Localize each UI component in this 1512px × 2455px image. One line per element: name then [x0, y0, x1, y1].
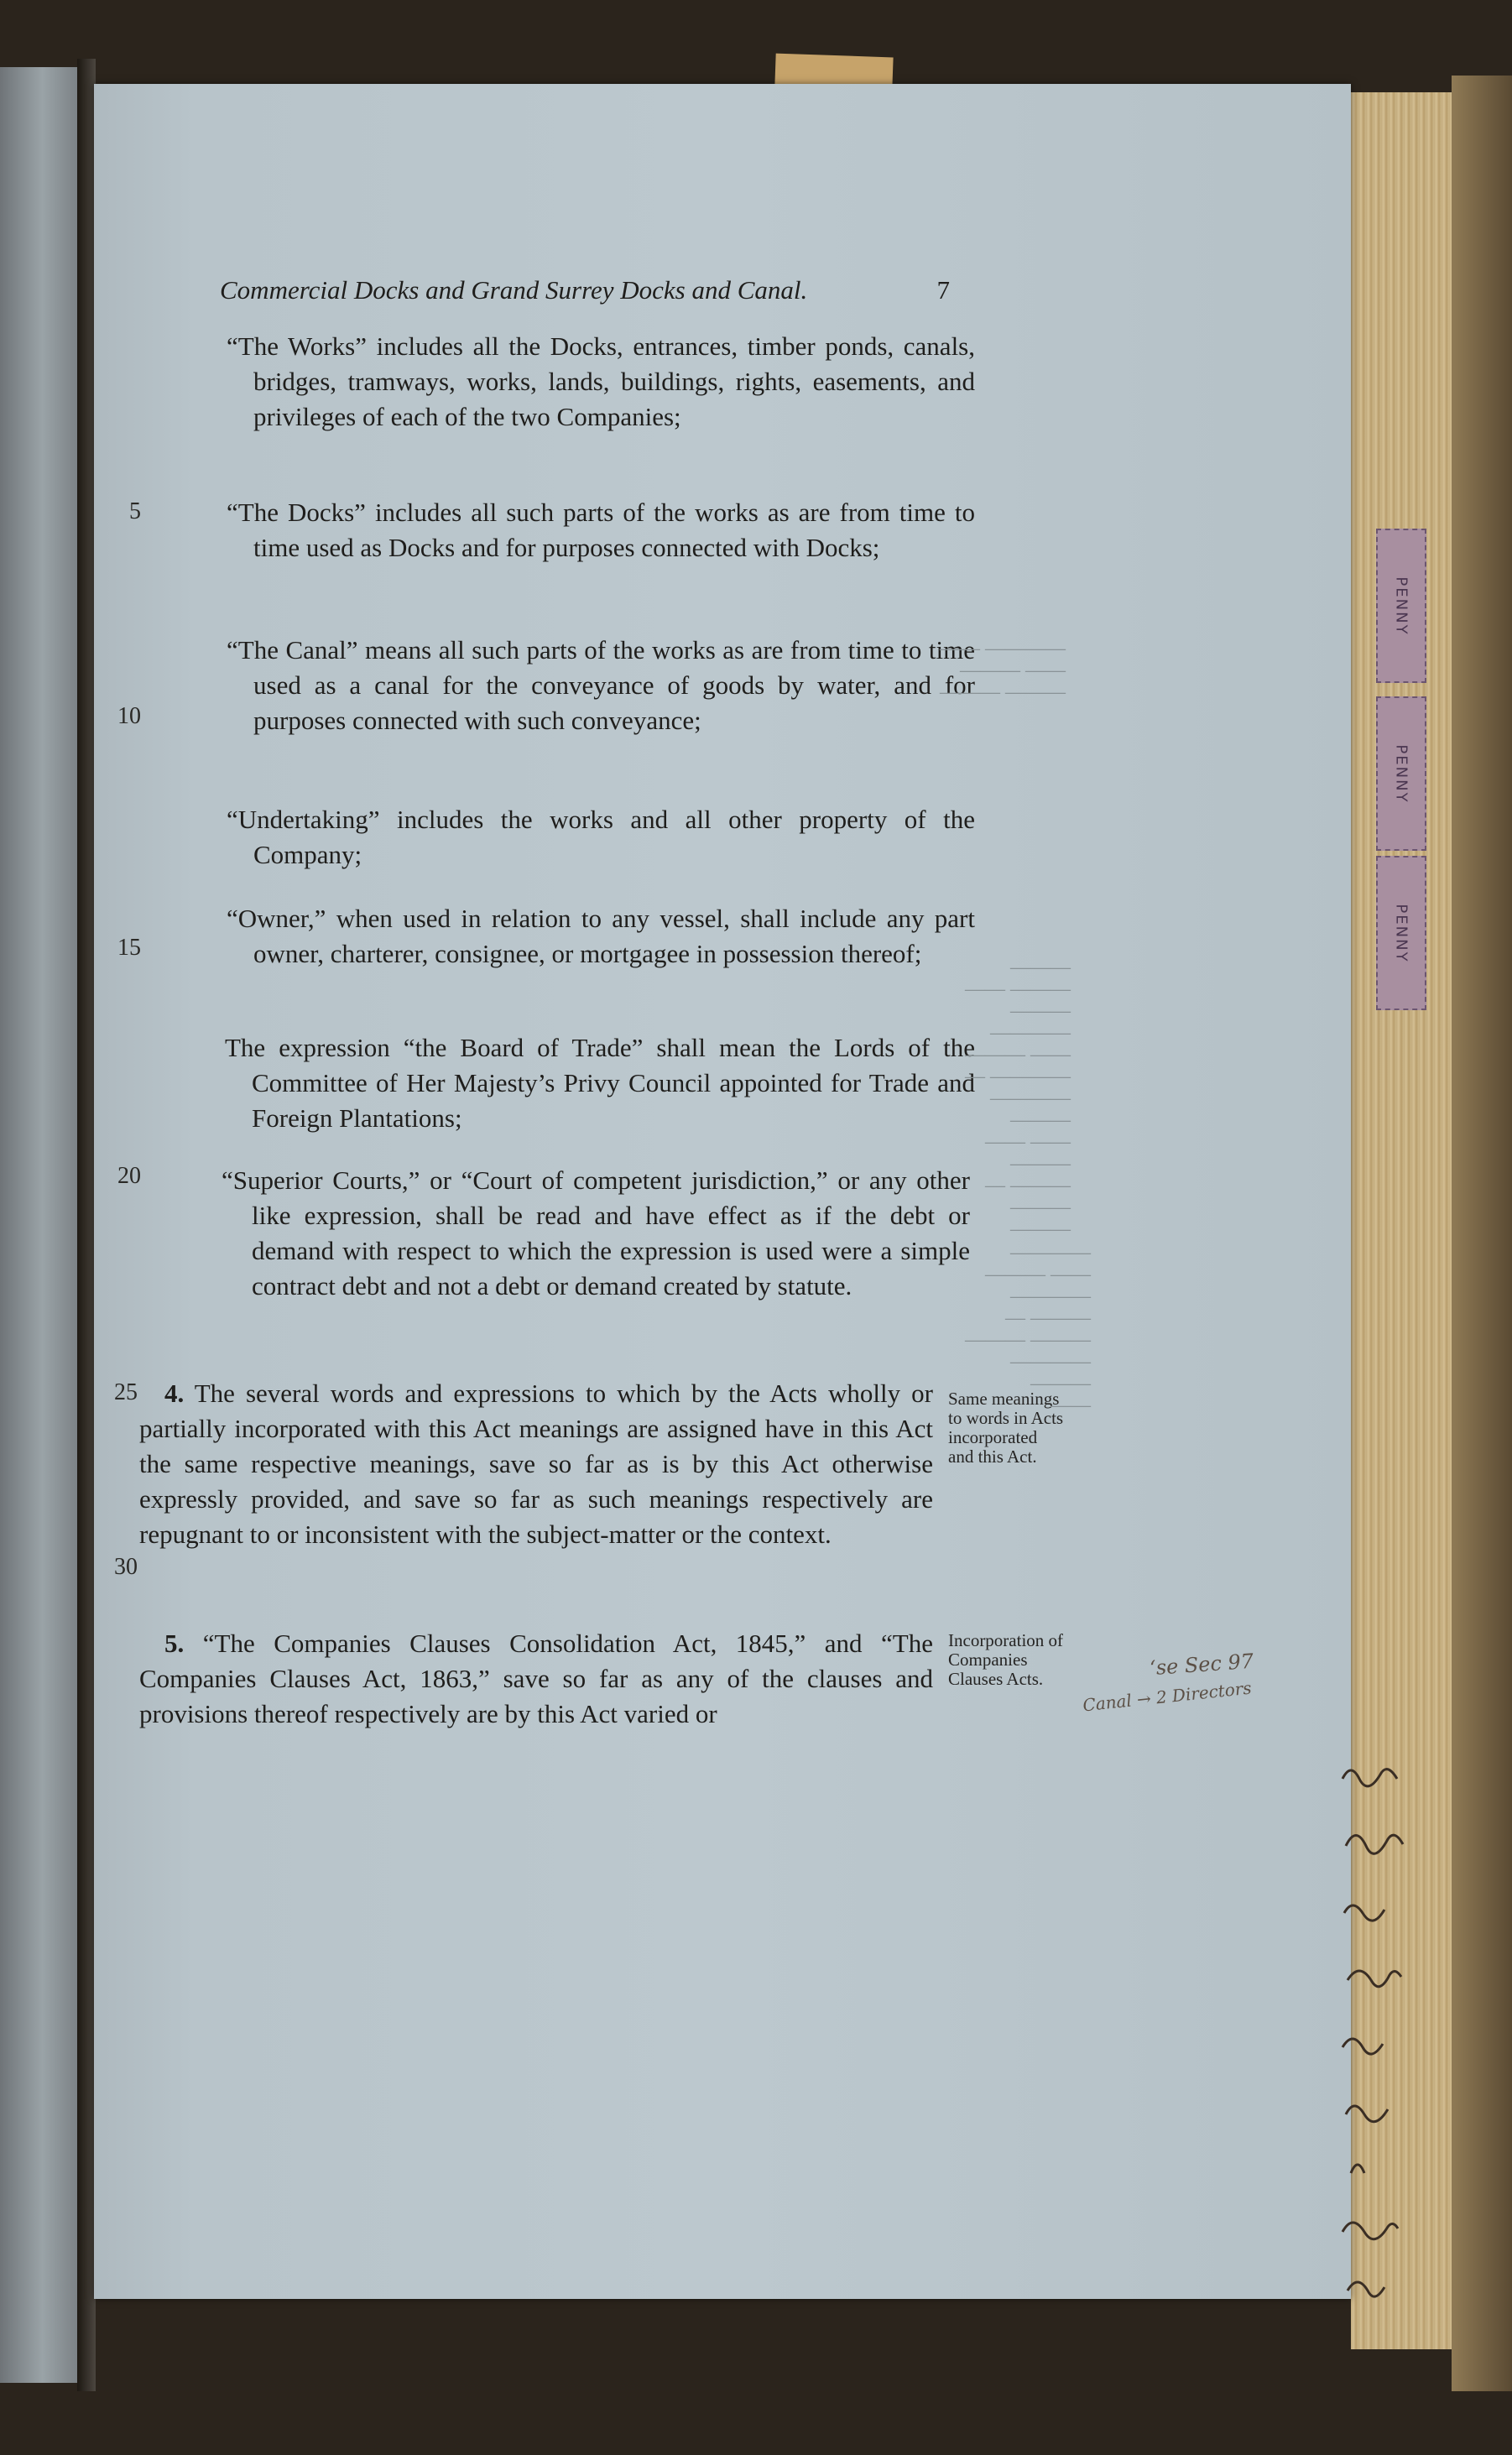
- edge-handwriting: [1334, 1754, 1418, 2341]
- section-text: “The Companies Clauses Consolidation Act, 1845,” and “The Companies Clauses Act, 1863,” save so far as any of the clauses and provisions thereof respectively are by this Act varied or: [139, 1629, 934, 1728]
- line-number: 20: [117, 1163, 141, 1189]
- line-number: 15: [117, 935, 141, 961]
- margin-note-same-meanings: Same meanings to words in Acts incorporated and this Act.: [948, 1389, 1064, 1467]
- running-header: [220, 275, 950, 305]
- book-cover-edge: [1452, 76, 1512, 2391]
- header-title: Commercial Docks and Grand Surrey Docks and Canal.: [220, 275, 808, 305]
- line-number: 25: [114, 1379, 138, 1405]
- revenue-stamp: PENNY: [1376, 856, 1426, 1010]
- definition-canal: “The Canal” means all such parts of the works as are from time to time used as a canal for the conveyance of goods by water, and for purposes connected with such conveyance;: [227, 635, 975, 735]
- definition-undertaking: “Undertaking” includes the works and all other property of the Company;: [227, 805, 975, 869]
- section-4: [139, 1376, 933, 1552]
- section-5: [139, 1626, 933, 1732]
- page-number: 7: [936, 275, 950, 305]
- left-page-edge: [0, 67, 80, 2383]
- line-number: 10: [117, 703, 141, 729]
- handwritten-annotation: ‘se Sec 97: [1149, 1649, 1254, 1681]
- definition-superior-courts: “Superior Courts,” or “Court of competent jurisdiction,” or any other like expression, shall be read and have effect as if the debt or demand with respect to which the expression is used were a simple contract debt and not a debt or demand created by statute.: [222, 1165, 970, 1300]
- definition-works: “The Works” includes all the Docks, entrances, timber ponds, canals, bridges, tramways, works, lands, buildings, rights, easements, and privileges of each of the two Companies;: [227, 331, 975, 431]
- section-text: The several words and expressions to which by the Acts wholly or partially incorporated with this Act meanings are assigned have in this Act the same respective meanings, save so far as is by this Act otherwise expressly provided, and save so far as such meanings respectively are repugnant to or inconsistent with the subject-matter or the context.: [139, 1379, 933, 1549]
- revenue-stamp: PENNY: [1376, 529, 1426, 683]
- margin-note-incorporation: Incorporation of Companies Clauses Acts.: [948, 1630, 1064, 1689]
- revenue-stamp: PENNY: [1376, 696, 1426, 851]
- line-number: 30: [114, 1554, 138, 1580]
- bleed-through-text: ——— ——— —— ——— ———— —— ——— ———— — ———— ——— —— —— ——— ——— — ——— ———: [965, 956, 1071, 1240]
- book-gutter: [77, 59, 96, 2391]
- section-number: 5.: [164, 1629, 185, 1658]
- bleed-through-text: ———— —— ——— ———— ——— — ——— ——— ———— ——— ——: [965, 1242, 1091, 1416]
- definition-docks: “The Docks” includes all such parts of the works as are from time to time used as Docks and for purposes connected with Docks;: [227, 498, 975, 562]
- definition-owner: “Owner,” when used in relation to any vessel, shall include any part owner, charterer, consignee, or mortgagee in possession thereof;: [227, 904, 975, 968]
- definition-board-of-trade: The expression “the Board of Trade” shall mean the Lords of the Committee of Her Majesty’s Privy Council appointed for Trade and Foreign Plantations;: [225, 1033, 975, 1133]
- handwritten-annotation: Canal → 2 Directors: [1082, 1677, 1253, 1716]
- section-number: 4.: [164, 1379, 185, 1408]
- bleed-through-text: ———— —— —— ——— ——— ———: [940, 638, 1066, 703]
- line-number: 5: [129, 498, 141, 524]
